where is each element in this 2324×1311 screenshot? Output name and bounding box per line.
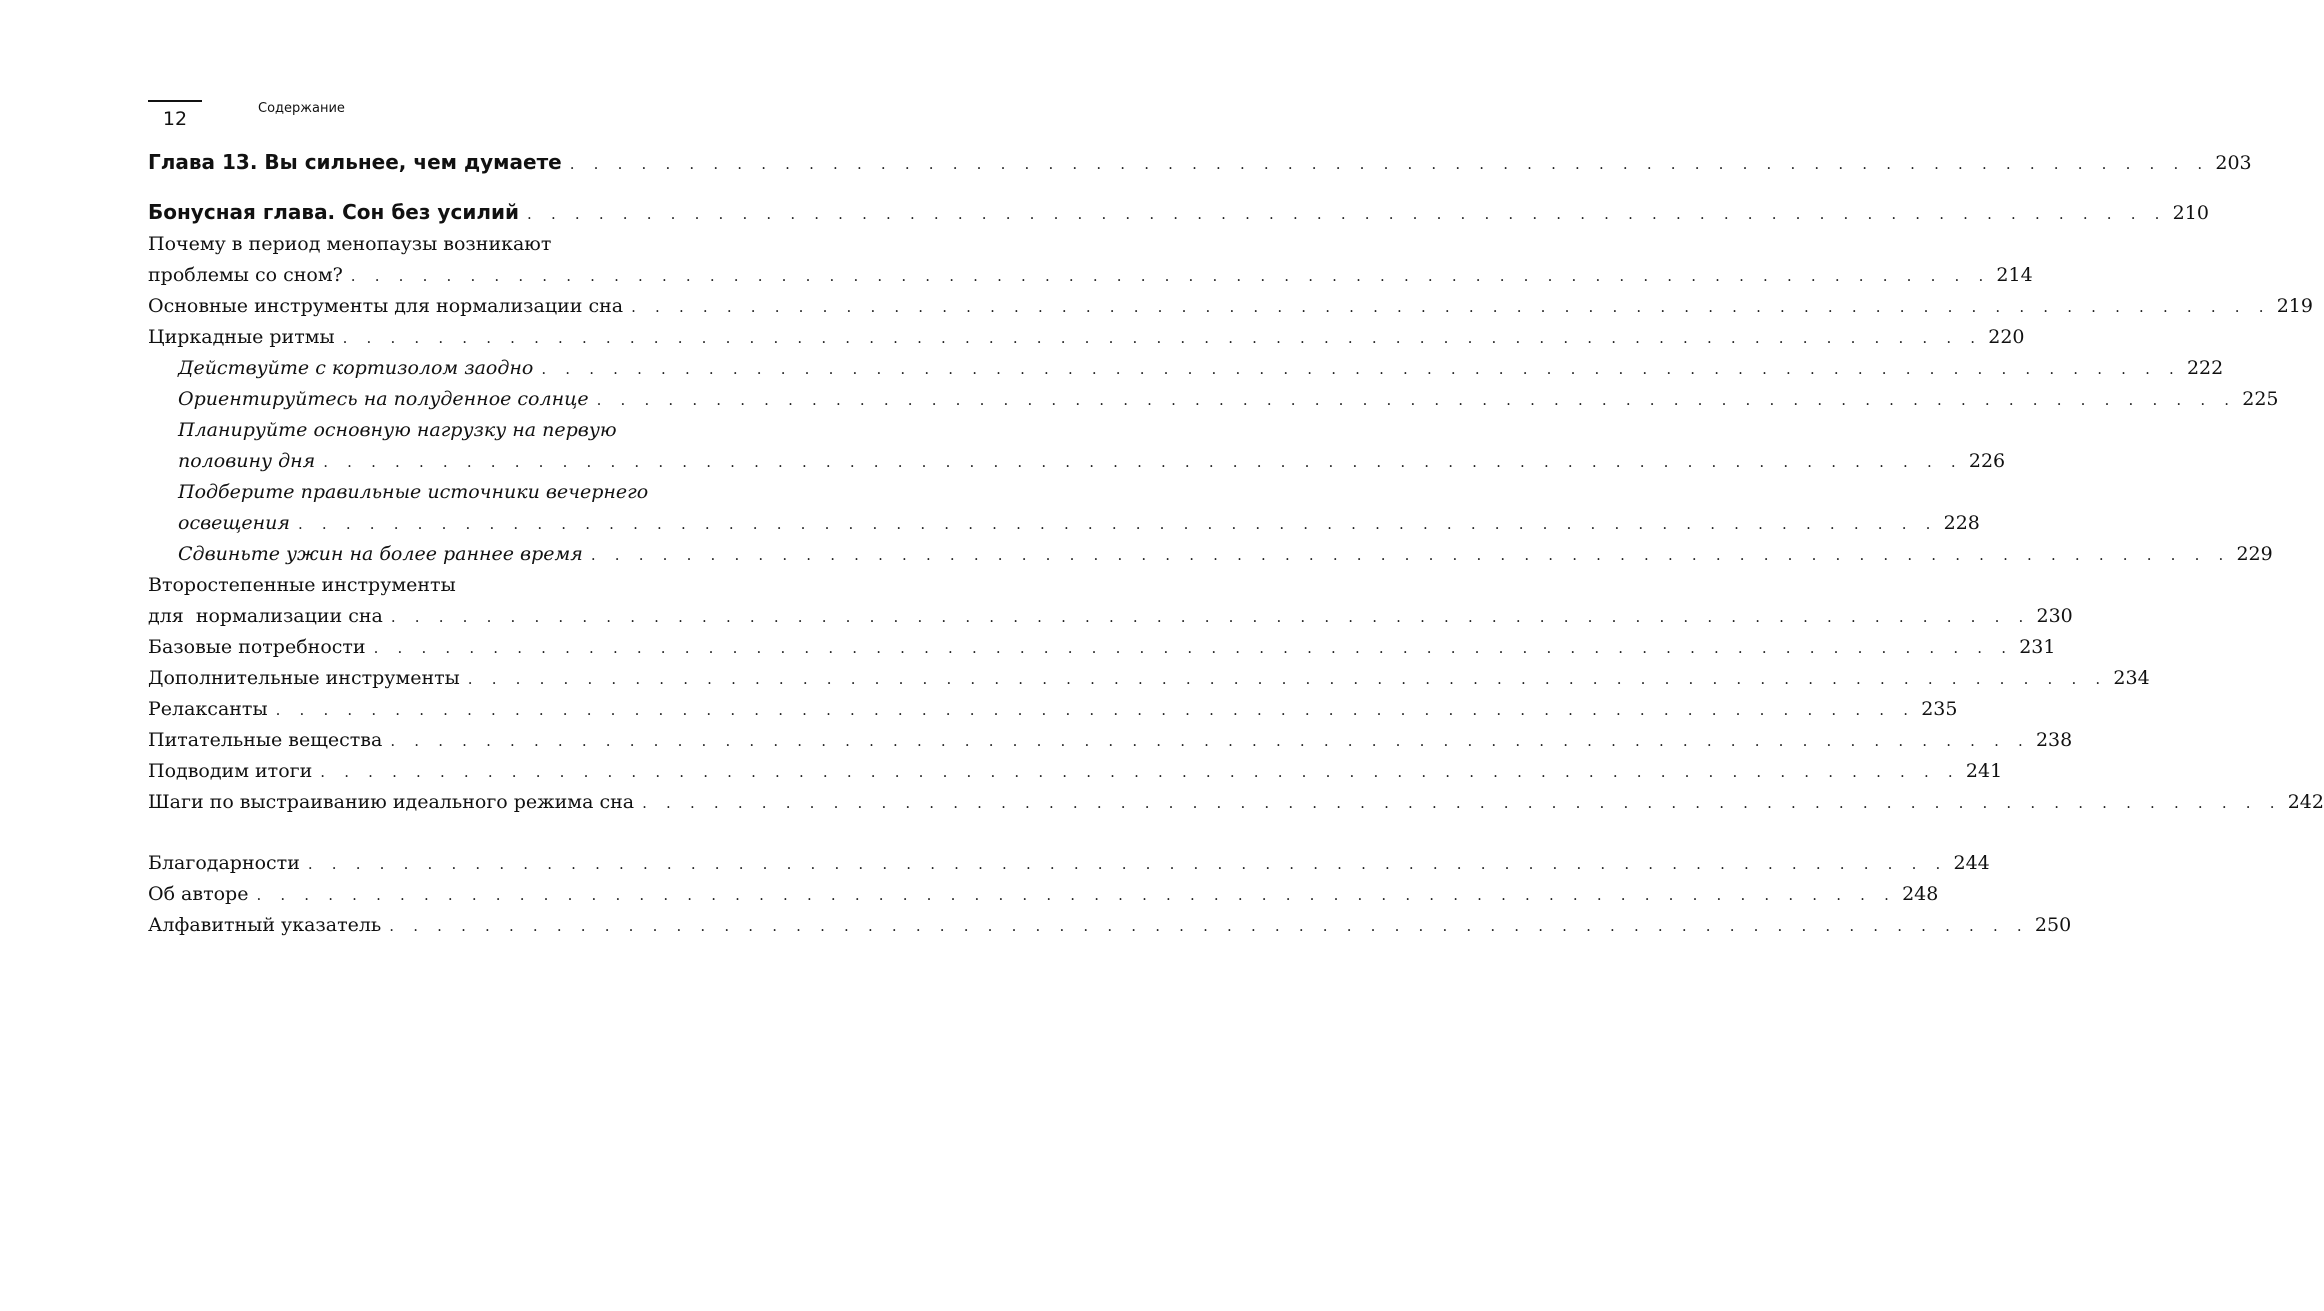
toc-entry-page: 238	[2035, 729, 2073, 751]
toc-entry-title: Питательные вещества	[148, 729, 383, 751]
dot-leader: . . . . . . . . . . . . . . . . . . . . . . . . . . . . . . . . . . . . . . . . . . . . . . . . . . . . . . . . . . . . . . . . . . . . .	[541, 360, 2181, 378]
toc-entry-page: 226	[1968, 450, 2006, 472]
toc-chapter-13	[148, 145, 2252, 179]
page-number-rule	[148, 100, 202, 102]
toc-entry	[148, 787, 2324, 818]
dot-leader: . . . . . . . . . . . . . . . . . . . . . . . . . . . . . . . . . . . . . . . . . . . . . . . . . . . . . . . . . . . . . . . . . . . . .	[297, 515, 1938, 533]
toc-entry-title: Шаги по выстраиванию идеального режима сна	[148, 791, 635, 813]
dot-leader: . . . . . . . . . . . . . . . . . . . . . . . . . . . . . . . . . . . . . . . . . . . . . . . . . . . . . . . . . . . . . . . . . . . . .	[275, 701, 1916, 719]
toc-subentry	[148, 415, 2006, 477]
toc-entry-page: 231	[2019, 636, 2056, 658]
toc-entry-title: Циркадные ритмы	[148, 326, 335, 348]
dot-leader: . . . . . . . . . . . . . . . . . . . . . . . . . . . . . . . . . . . . . . . . . . . . . . . . . . . . . . . . . . . . . . . . . . . . .	[350, 267, 1991, 285]
dot-leader: . . . . . . . . . . . . . . . . . . . . . . . . . . . . . . . . . . . . . . . . . . . . . . . . . . . . . . . . . . . . . . . . . . . . .	[569, 155, 2210, 173]
toc-entry-page: 222	[2186, 357, 2224, 379]
toc-entry-title: половину дня	[178, 450, 316, 472]
toc-entry	[148, 291, 2313, 322]
running-title: Содержание	[258, 101, 345, 116]
toc-entry-title: Базовые потребности	[148, 636, 366, 658]
toc-entry	[148, 570, 2073, 632]
toc-entry	[148, 756, 2003, 787]
toc-entry-page: 244	[1953, 852, 1990, 874]
dot-leader: . . . . . . . . . . . . . . . . . . . . . . . . . . . . . . . . . . . . . . . . . . . . . . . . . . . . . . . . . . . . . . . . . . . . .	[320, 763, 1960, 781]
toc-entry-index	[148, 910, 2072, 941]
dot-leader: . . . . . . . . . . . . . . . . . . . . . . . . . . . . . . . . . . . . . . . . . . . . . . . . . . . . . . . . . . . . . . . . . . . . .	[590, 546, 2231, 564]
toc-entry-page: 235	[1921, 698, 1958, 720]
toc-entry-title: освещения	[178, 512, 290, 534]
toc-subentry	[148, 477, 1980, 539]
toc-entry	[148, 229, 2033, 291]
toc-entry-page: 228	[1943, 512, 1980, 534]
toc-entry-title: Действуйте с кортизолом заодно	[178, 357, 534, 379]
toc-entry-about-author	[148, 879, 1939, 910]
dot-leader: . . . . . . . . . . . . . . . . . . . . . . . . . . . . . . . . . . . . . . . . . . . . . . . . . . . . . . . . . . . . . . . . . . . . .	[323, 453, 1963, 471]
toc-subentry	[148, 384, 2279, 415]
toc-entry-page: 234	[2113, 667, 2150, 689]
toc-entry-page: 242	[2287, 791, 2324, 813]
toc-entry-title: Глава 13. Вы сильнее, чем думаете	[148, 150, 562, 174]
toc-entry-title-line1: Планируйте основную нагрузку на первую	[178, 419, 617, 441]
dot-leader: . . . . . . . . . . . . . . . . . . . . . . . . . . . . . . . . . . . . . . . . . . . . . . . . . . . . . . . . . . . . . . . . . . . . .	[642, 794, 2282, 812]
toc-entry-page: 210	[2172, 202, 2209, 224]
toc-subentry	[148, 539, 2273, 570]
toc-chapter-bonus	[148, 195, 2209, 229]
dot-leader: . . . . . . . . . . . . . . . . . . . . . . . . . . . . . . . . . . . . . . . . . . . . . . . . . . . . . . . . . . . . . . . . . . . . .	[307, 855, 1948, 873]
toc-entry-title-line1: Подберите правильные источники вечернего	[178, 481, 649, 503]
toc-entry-page: 219	[2276, 295, 2313, 317]
toc-entry-title: Основные инструменты для нормализации сна	[148, 295, 624, 317]
toc-entry-page: 250	[2034, 914, 2072, 936]
toc-entry-page: 241	[1965, 760, 2003, 782]
toc-entry-title: проблемы со сном?	[148, 264, 343, 286]
page-number: 12	[162, 108, 188, 130]
toc-entry-page: 220	[1988, 326, 2025, 348]
dot-leader: . . . . . . . . . . . . . . . . . . . . . . . . . . . . . . . . . . . . . . . . . . . . . . . . . . . . . . . . . . . . . . . . . . . . .	[256, 886, 1897, 904]
dot-leader: . . . . . . . . . . . . . . . . . . . . . . . . . . . . . . . . . . . . . . . . . . . . . . . . . . . . . . . . . . . . . . . . . . . . .	[631, 298, 2271, 316]
toc-subentry	[148, 353, 2224, 384]
toc-entry	[148, 322, 2025, 353]
toc-entry-page: 203	[2215, 152, 2252, 174]
toc-entry-acknowledgements	[148, 848, 1990, 879]
dot-leader: . . . . . . . . . . . . . . . . . . . . . . . . . . . . . . . . . . . . . . . . . . . . . . . . . . . . . . . . . . . . . . . . . . . . .	[342, 329, 1983, 347]
dot-leader: . . . . . . . . . . . . . . . . . . . . . . . . . . . . . . . . . . . . . . . . . . . . . . . . . . . . . . . . . . . . . . . . . . . . .	[467, 670, 2108, 688]
toc-entry	[148, 694, 1958, 725]
toc-entry-title: Релаксанты	[148, 698, 268, 720]
toc-entry	[148, 663, 2150, 694]
toc-entry-page: 248	[1902, 883, 1939, 905]
toc-entry-page: 214	[1996, 264, 2033, 286]
page-header	[148, 100, 448, 140]
toc-entry-title: Алфавитный указатель	[148, 914, 382, 936]
toc-entry-title: Благодарности	[148, 852, 300, 874]
toc-entry-page: 230	[2036, 605, 2073, 627]
toc-entry-title: Бонусная глава. Сон без усилий	[148, 200, 520, 224]
dot-leader: . . . . . . . . . . . . . . . . . . . . . . . . . . . . . . . . . . . . . . . . . . . . . . . . . . . . . . . . . . . . . . . . . . . . .	[389, 917, 2029, 935]
dot-leader: . . . . . . . . . . . . . . . . . . . . . . . . . . . . . . . . . . . . . . . . . . . . . . . . . . . . . . . . . . . . . . . . . . . . .	[390, 608, 2031, 626]
toc-entry-title: Дополнительные инструменты	[148, 667, 460, 689]
toc-entry-page: 229	[2236, 543, 2273, 565]
toc-entry-title-line1: Почему в период менопаузы возникают	[148, 233, 552, 255]
dot-leader: . . . . . . . . . . . . . . . . . . . . . . . . . . . . . . . . . . . . . . . . . . . . . . . . . . . . . . . . . . . . . . . . . . . . .	[390, 732, 2030, 750]
toc-entry-title: Подводим итоги	[148, 760, 313, 782]
toc-entry-page: 225	[2242, 388, 2279, 410]
toc-entry-title: Ориентируйтесь на полуденное солнце	[178, 388, 589, 410]
toc-entry	[148, 632, 2056, 663]
toc-entry-title: Сдвиньте ужин на более раннее время	[178, 543, 583, 565]
dot-leader: . . . . . . . . . . . . . . . . . . . . . . . . . . . . . . . . . . . . . . . . . . . . . . . . . . . . . . . . . . . . . . . . . . . . .	[596, 391, 2237, 409]
toc-entry-title: для нормализации сна	[148, 605, 383, 627]
toc-entry-title-line1: Второстепенные инструменты	[148, 574, 456, 596]
dot-leader: . . . . . . . . . . . . . . . . . . . . . . . . . . . . . . . . . . . . . . . . . . . . . . . . . . . . . . . . . . . . . . . . . . . . .	[527, 205, 2167, 223]
toc-entry	[148, 725, 2073, 756]
toc-entry-title: Об авторе	[148, 883, 249, 905]
table-of-contents	[148, 145, 2324, 941]
dot-leader: . . . . . . . . . . . . . . . . . . . . . . . . . . . . . . . . . . . . . . . . . . . . . . . . . . . . . . . . . . . . . . . . . . . . .	[373, 639, 2014, 657]
